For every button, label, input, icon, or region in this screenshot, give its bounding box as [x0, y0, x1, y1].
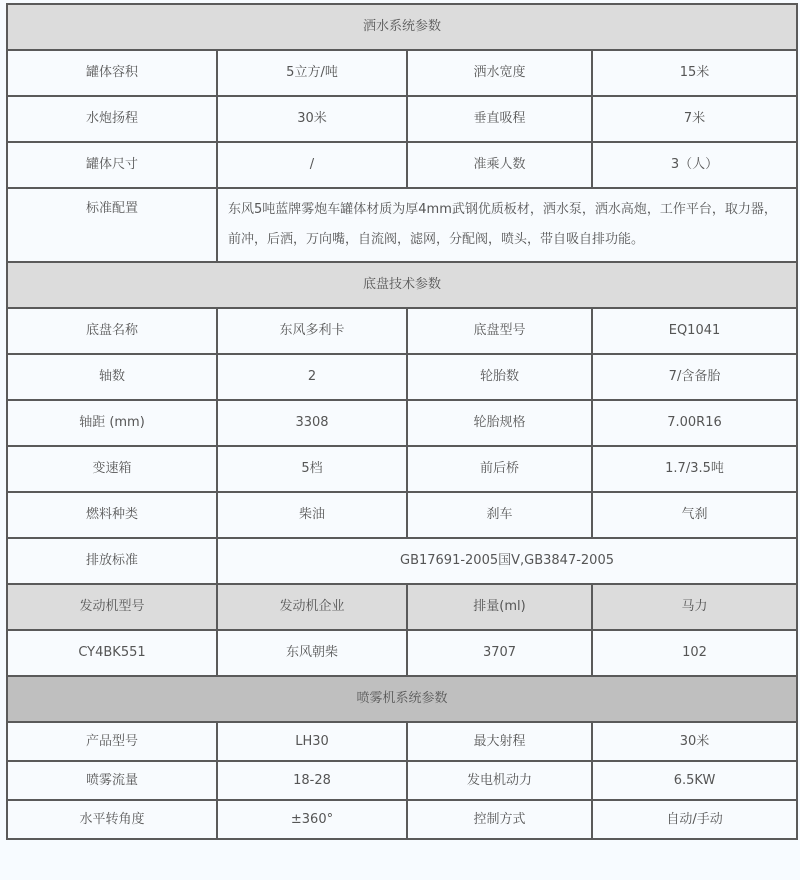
table-row: [7, 400, 797, 446]
engine-manufacturer: 东风朝柴: [217, 630, 407, 676]
param-label: 准乘人数: [407, 142, 592, 188]
param-label: 发电机动力: [407, 761, 592, 800]
param-label: 前后桥: [407, 446, 592, 492]
table-row: [7, 722, 797, 761]
param-value: 7米: [592, 96, 797, 142]
section-header-sprayer: [7, 676, 797, 722]
engine-model: CY4BK551: [7, 630, 217, 676]
spec-table: [6, 3, 798, 840]
param-label: 排放标准: [7, 538, 217, 584]
param-value: 7/含备胎: [592, 354, 797, 400]
param-value: 5档: [217, 446, 407, 492]
param-value: 30米: [592, 722, 797, 761]
column-header: 马力: [592, 584, 797, 630]
table-row: [7, 308, 797, 354]
table-row: [7, 761, 797, 800]
section-header-chassis: [7, 262, 797, 308]
section-title: 底盘技术参数: [7, 262, 797, 308]
emission-standard-value: GB17691-2005国Ⅴ,GB3847-2005: [217, 538, 797, 584]
engine-displacement: 3707: [407, 630, 592, 676]
table-row: [7, 142, 797, 188]
param-label: 底盘名称: [7, 308, 217, 354]
param-value: 7.00R16: [592, 400, 797, 446]
engine-header-row: [7, 584, 797, 630]
section-title: 喷雾机系统参数: [7, 676, 797, 722]
engine-values-row: [7, 630, 797, 676]
param-label: 轮胎数: [407, 354, 592, 400]
table-row: [7, 96, 797, 142]
param-value: 柴油: [217, 492, 407, 538]
param-label: 产品型号: [7, 722, 217, 761]
table-row: [7, 50, 797, 96]
param-value: 18-28: [217, 761, 407, 800]
spec-table-container: [6, 3, 796, 840]
param-value: 自动/手动: [592, 800, 797, 839]
param-value: /: [217, 142, 407, 188]
param-label: 垂直吸程: [407, 96, 592, 142]
param-label: 底盘型号: [407, 308, 592, 354]
param-label: 水平转角度: [7, 800, 217, 839]
table-row: [7, 446, 797, 492]
param-value: 3308: [217, 400, 407, 446]
engine-horsepower: 102: [592, 630, 797, 676]
param-label: 最大射程: [407, 722, 592, 761]
param-label: 控制方式: [407, 800, 592, 839]
param-value: 2: [217, 354, 407, 400]
param-value: EQ1041: [592, 308, 797, 354]
param-value: ±360°: [217, 800, 407, 839]
column-header: 排量(ml): [407, 584, 592, 630]
param-label: 罐体容积: [7, 50, 217, 96]
param-label: 洒水宽度: [407, 50, 592, 96]
param-value: 6.5KW: [592, 761, 797, 800]
param-value: 3（人）: [592, 142, 797, 188]
table-row: [7, 800, 797, 839]
param-label: 轴数: [7, 354, 217, 400]
param-label: 燃料种类: [7, 492, 217, 538]
table-row: [7, 354, 797, 400]
param-label: 刹车: [407, 492, 592, 538]
param-label: 标准配置: [7, 188, 217, 262]
param-label: 喷雾流量: [7, 761, 217, 800]
standard-config-description: 东风5吨蓝牌雾炮车罐体材质为厚4mm武钢优质板材，洒水泵，洒水高炮，工作平台，取力器，前冲，后洒，万向嘴，自流阀，滤网，分配阀，喷头，带自吸自排功能。: [217, 188, 797, 262]
param-label: 变速箱: [7, 446, 217, 492]
param-value: 气刹: [592, 492, 797, 538]
param-label: 轮胎规格: [407, 400, 592, 446]
param-value: LH30: [217, 722, 407, 761]
param-label: 水炮扬程: [7, 96, 217, 142]
param-value: 30米: [217, 96, 407, 142]
param-value: 1.7/3.5吨: [592, 446, 797, 492]
param-label: 轴距 (mm): [7, 400, 217, 446]
column-header: 发动机企业: [217, 584, 407, 630]
section-title: 洒水系统参数: [7, 4, 797, 50]
param-value: 15米: [592, 50, 797, 96]
table-row: [7, 492, 797, 538]
section-header-water-system: [7, 4, 797, 50]
table-row-emission: [7, 538, 797, 584]
param-label: 罐体尺寸: [7, 142, 217, 188]
param-value: 东风多利卡: [217, 308, 407, 354]
param-value: 5立方/吨: [217, 50, 407, 96]
column-header: 发动机型号: [7, 584, 217, 630]
table-row-standard-config: [7, 188, 797, 262]
